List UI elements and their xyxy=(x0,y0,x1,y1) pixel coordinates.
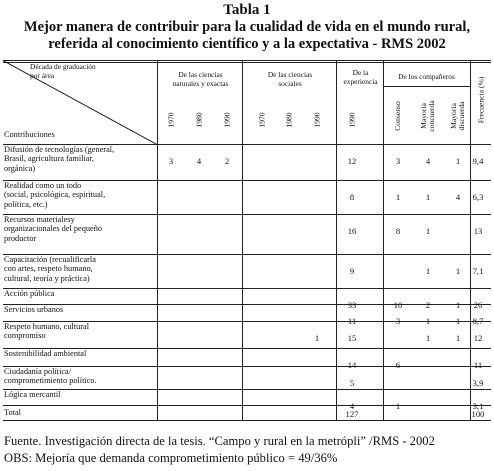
table-cell: 6 xyxy=(395,360,401,370)
table-cell: 26 xyxy=(473,300,483,310)
table-subtitle-line-2: referida al conocimiento científico y a la expectativa - RMS 2002 xyxy=(48,36,446,52)
table-cell: 4 xyxy=(196,156,202,166)
row-label: Realidad como un todo (social, psicológica, espiritual, política, etc.) xyxy=(4,181,106,209)
table-cell: 10 xyxy=(393,300,403,310)
group-header-companeros: De los compañeros xyxy=(398,72,455,81)
table-cell: 12 xyxy=(473,333,483,343)
column-rule xyxy=(242,60,243,420)
table-title: Tabla 1 xyxy=(223,2,271,18)
table-top-rule xyxy=(3,60,491,61)
column-header-year: 1990 xyxy=(222,112,232,128)
table-cell: 3,1 xyxy=(472,401,484,411)
row-label: Ciudadanía política/ comprometimiento político. xyxy=(4,367,97,386)
table-cell: 1 xyxy=(455,300,461,310)
column-header-year: 1970 xyxy=(166,112,176,128)
column-header-frequency: Frecuencia (%) xyxy=(476,76,486,124)
row-rule xyxy=(3,405,491,406)
observation-note: OBS: Mejoría que demanda comprometimiento público = 49/36% xyxy=(4,451,338,465)
table-cell: 5 xyxy=(349,378,355,388)
table-cell: 7,1 xyxy=(472,266,484,276)
table-cell: 1 xyxy=(425,333,431,343)
column-header-year: 1990 xyxy=(347,112,357,128)
row-label: Difusión de tecnologías (general, Brasil, agricultura familiar, orgánica) xyxy=(4,145,115,173)
column-rule xyxy=(470,60,471,420)
column-header-companeros-sub: Consenso xyxy=(393,101,402,131)
column-header-companeros-sub: Mayoría discuerda xyxy=(449,101,466,131)
table-cell: 9,4 xyxy=(472,156,484,166)
table-cell: 1 xyxy=(395,401,401,411)
group-header-sociales: De las ciencias sociales xyxy=(267,70,313,88)
table-cell: 3 xyxy=(395,316,401,326)
table-cell: 3,9 xyxy=(472,378,484,388)
table-cell: 15 xyxy=(347,333,357,343)
row-label: Acción pública xyxy=(4,289,55,298)
table-cell: 1 xyxy=(395,192,401,202)
table-cell: 4 xyxy=(455,192,461,202)
table-cell: 1 xyxy=(455,156,461,166)
row-label: Sostenibilidad ambiental xyxy=(4,349,87,358)
column-header-year: 1980 xyxy=(284,112,294,128)
source-note: Fuente. Investigación directa de la tesis. “Campo y rural en la metrópli” /RMS - 2002 xyxy=(4,434,435,448)
table-cell: 1 xyxy=(425,192,431,202)
row-label: Capacitación (recualificarla con artes, respeto humano, cultural, teoría y práctica) xyxy=(4,255,96,283)
table-cell: 8 xyxy=(395,226,401,236)
row-label: Lógica mercantil xyxy=(4,390,61,399)
table-cell: 33 xyxy=(347,300,357,310)
table-cell: 1 xyxy=(314,333,320,343)
table-cell: 6,3 xyxy=(472,192,484,202)
table-cell: 8 xyxy=(349,192,355,202)
group-header-experiencia: De la experiencia xyxy=(343,68,378,86)
table-cell: 1 xyxy=(455,316,461,326)
table-subtitle-line-1: Mejor manera de contribuir para la cualidad de vida en el mundo rural, xyxy=(23,19,471,35)
table-cell: 9 xyxy=(349,266,355,276)
table-cell: 1 xyxy=(455,333,461,343)
table-cell: 14 xyxy=(347,360,357,370)
table-cell: 1 xyxy=(425,316,431,326)
row-label: Servicios urbanos xyxy=(4,305,64,314)
table-cell: 16 xyxy=(347,226,357,236)
table-cell: 1 xyxy=(455,266,461,276)
table-cell: 13 xyxy=(473,226,483,236)
companeros-subheader-rule xyxy=(383,86,470,87)
column-header-year: 1970 xyxy=(257,112,267,128)
total-cell: 100 xyxy=(471,409,485,419)
column-rule xyxy=(383,60,384,420)
group-header-naturales: De las ciencias naturales y exactas xyxy=(172,70,229,88)
total-label: Total xyxy=(4,408,21,417)
corner-header-contribuciones: Contribuciones xyxy=(4,130,55,139)
table-cell: 2 xyxy=(224,156,230,166)
table-cell: 3 xyxy=(395,156,401,166)
table-cell: 4 xyxy=(425,156,431,166)
table-bottom-rule xyxy=(3,420,491,421)
row-label: Respeto humano, cultural compromiso xyxy=(4,322,90,341)
table-cell: 3 xyxy=(168,156,174,166)
column-rule xyxy=(336,60,337,420)
column-header-year: 1980 xyxy=(194,112,204,128)
table-cell: 4 xyxy=(349,401,355,411)
corner-header-top: Década de graduación por área xyxy=(30,62,96,80)
table-cell: 11 xyxy=(473,360,483,370)
row-label: Recursos materialesy organizacionales del pequeño productor xyxy=(4,215,102,243)
total-cell: 127 xyxy=(345,409,359,419)
column-header-companeros-sub: Mayoría concuerda xyxy=(419,100,436,132)
column-header-year: 1990 xyxy=(312,112,322,128)
column-rule xyxy=(157,60,158,420)
table-cell: 1 xyxy=(425,266,431,276)
table-cell: 1 xyxy=(425,226,431,236)
table-cell: 12 xyxy=(347,156,357,166)
table-cell: 8,7 xyxy=(472,316,484,326)
table-cell: 2 xyxy=(425,300,431,310)
table-cell: 11 xyxy=(347,316,357,326)
